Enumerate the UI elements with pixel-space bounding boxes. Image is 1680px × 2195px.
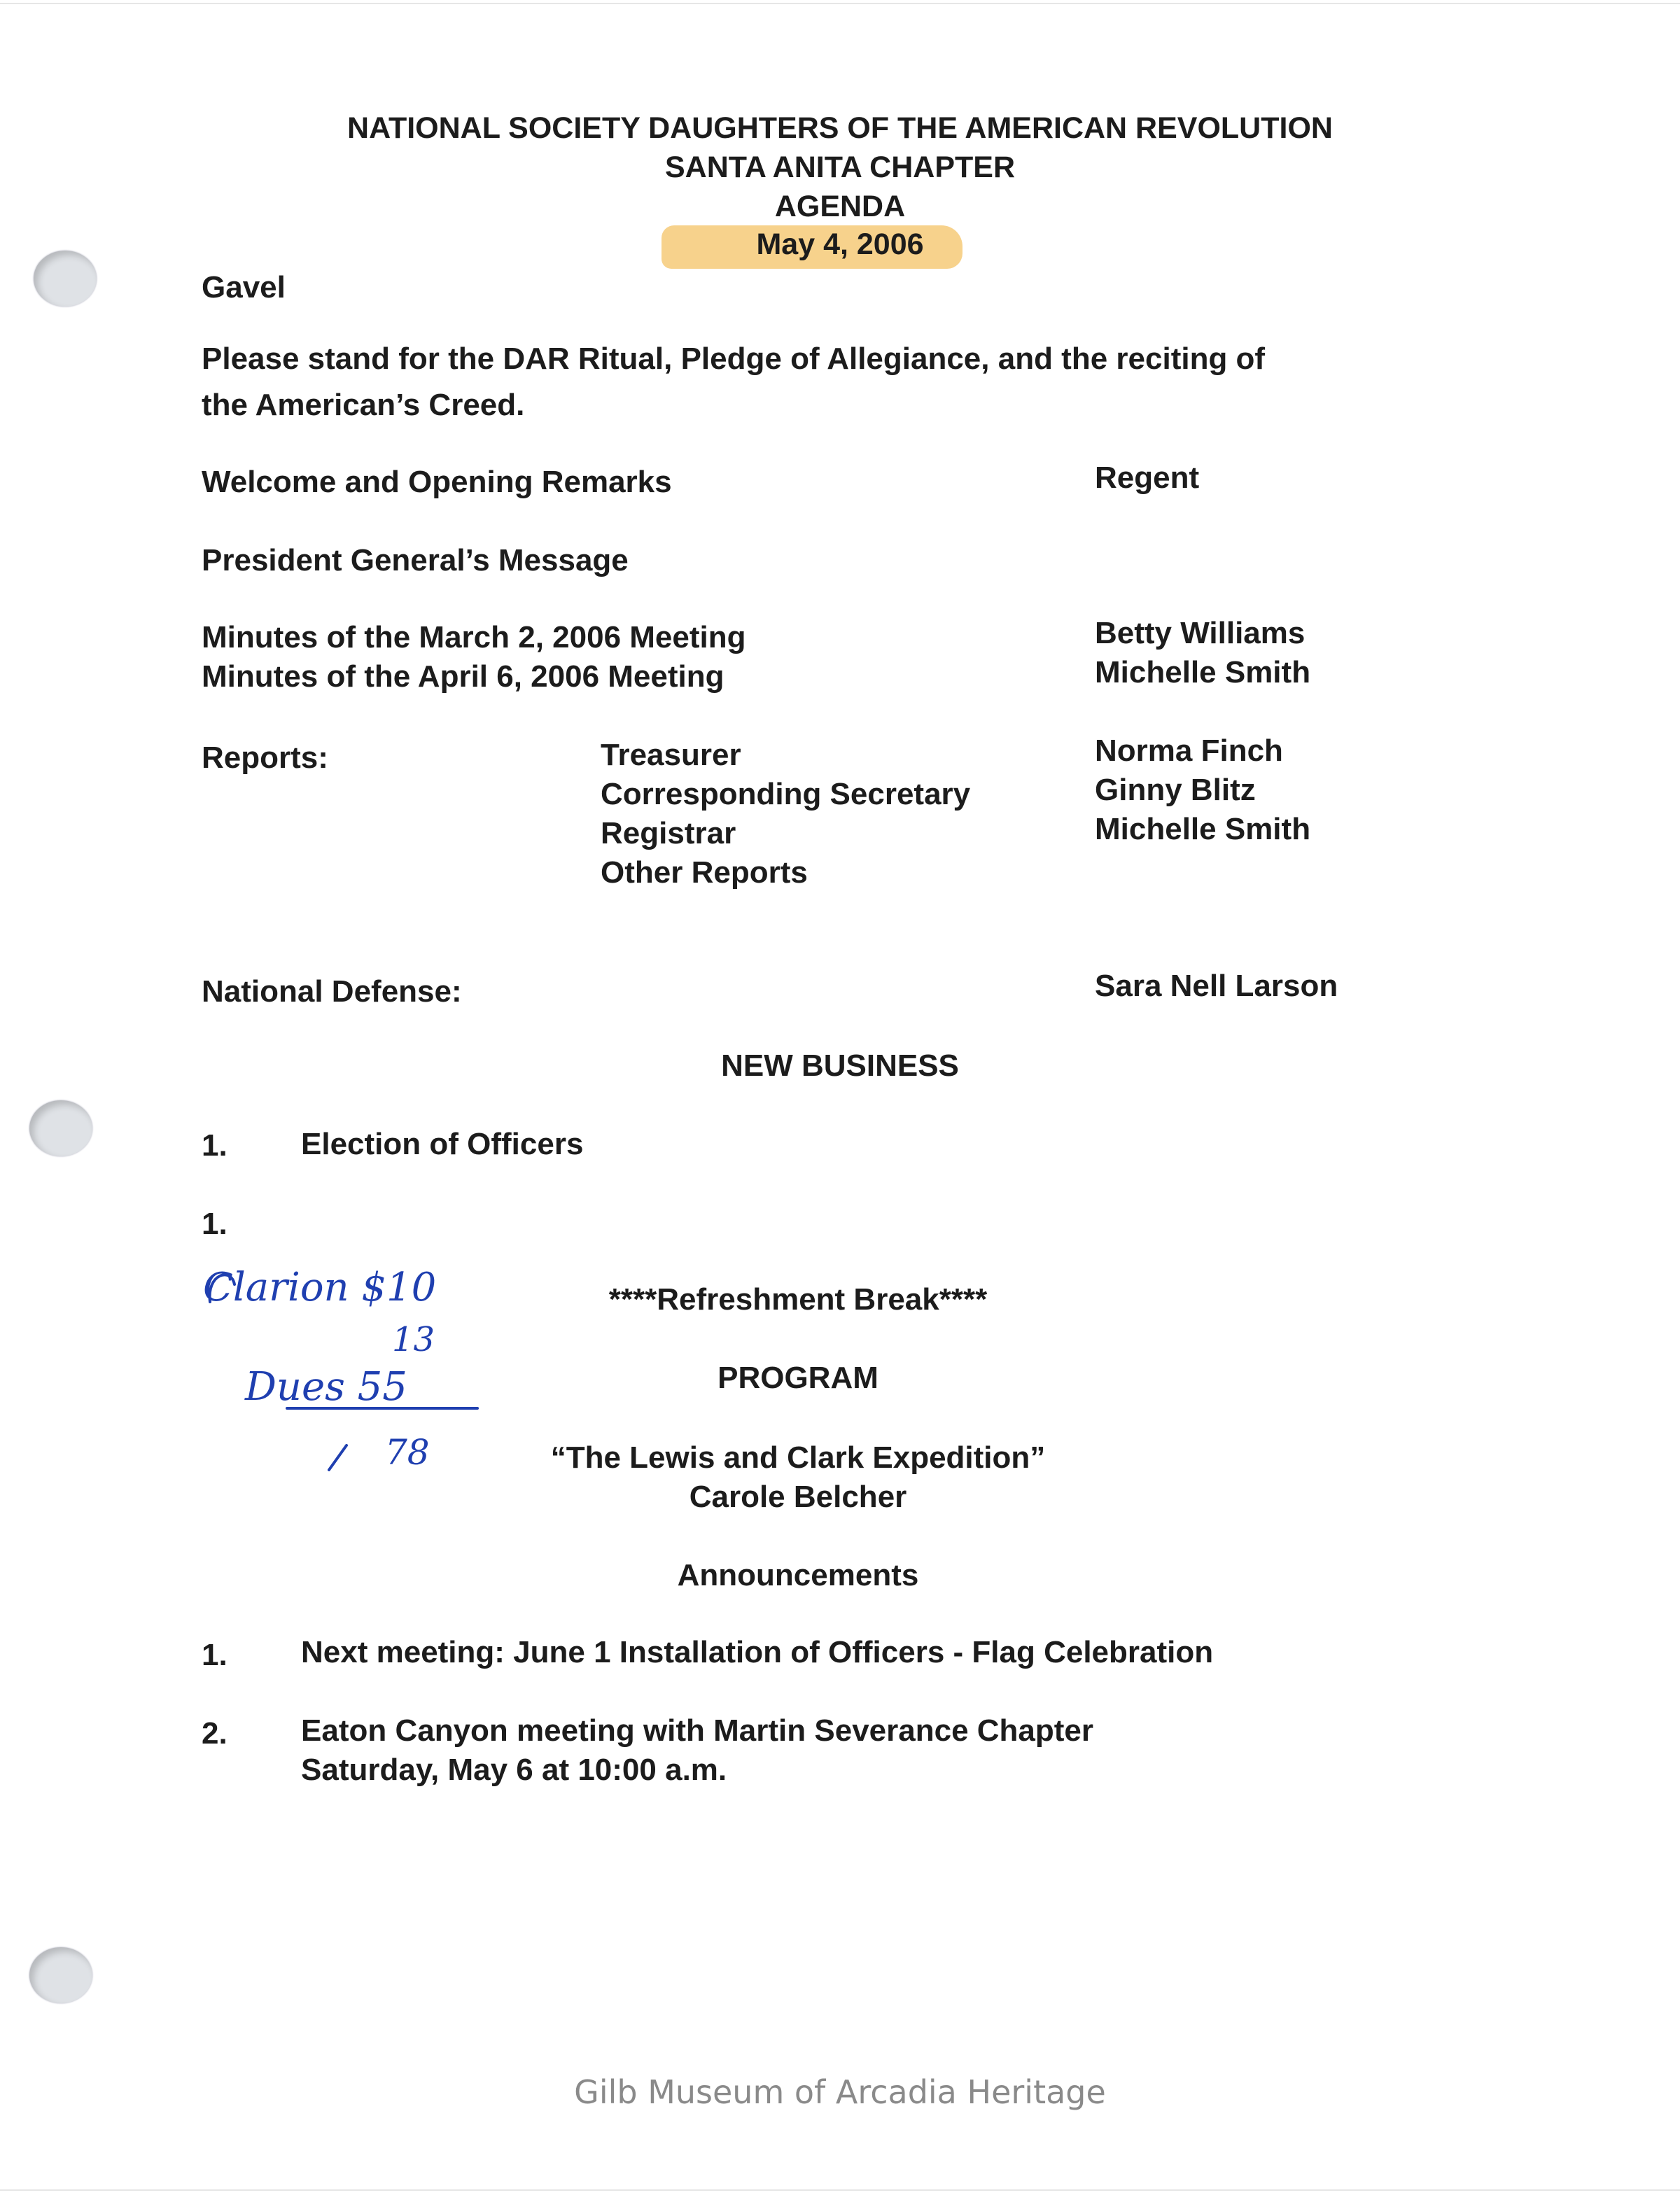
report-registrar-person: Michelle Smith [1095, 812, 1311, 846]
welcome-person: Regent [1095, 461, 1200, 495]
agenda-title: AGENDA [774, 190, 906, 223]
minutes-april-person: Michelle Smith [1095, 655, 1311, 689]
announcement-next-meeting: Next meeting: June 1 Installation of Officers - Flag Celebration [301, 1635, 1214, 1669]
new-business-number-2: 1. [202, 1207, 227, 1241]
reports-label: Reports: [202, 741, 328, 775]
handwritten-line4: 78 [385, 1432, 430, 1473]
handwritten-line2: 13 [392, 1320, 435, 1359]
announcement-number-1: 1. [202, 1638, 227, 1672]
chapter-title: SANTA ANITA CHAPTER [664, 150, 1016, 184]
punch-hole-bottom [29, 1947, 92, 2003]
org-title: NATIONAL SOCIETY DAUGHTERS OF THE AMERICAN REVOLUTION [347, 111, 1333, 145]
scan-edge-bottom [0, 2189, 1680, 2191]
president-message: President General’s Message [202, 543, 629, 577]
punch-hole-middle [29, 1100, 92, 1156]
new-business-number-1: 1. [202, 1128, 227, 1163]
announcement-eaton-canyon: Eaton Canyon meeting with Martin Severance Chapter [301, 1713, 1094, 1748]
handwritten-line1: Clarion $10 [203, 1265, 437, 1310]
report-corresponding-secretary: Corresponding Secretary [601, 777, 971, 811]
program-title: “The Lewis and Clark Expedition” [550, 1440, 1046, 1475]
museum-credit: Gilb Museum of Arcadia Heritage [574, 2073, 1106, 2111]
announcement-number-2: 2. [202, 1716, 227, 1751]
report-treasurer-person: Norma Finch [1095, 734, 1283, 768]
announcement-eaton-canyon-date: Saturday, May 6 at 10:00 a.m. [301, 1753, 727, 1787]
welcome-item: Welcome and Opening Remarks [202, 465, 672, 499]
handwritten-line3: Dues 55 [245, 1364, 407, 1410]
report-corresponding-secretary-person: Ginny Blitz [1095, 773, 1256, 807]
report-other: Other Reports [601, 855, 808, 890]
program-heading: PROGRAM [718, 1361, 878, 1395]
announcements-heading: Announcements [677, 1558, 919, 1592]
gavel: Gavel [202, 270, 286, 304]
minutes-march: Minutes of the March 2, 2006 Meeting [202, 620, 746, 654]
new-business-heading: NEW BUSINESS [721, 1049, 959, 1083]
new-business-election: Election of Officers [301, 1127, 584, 1161]
report-registrar: Registrar [601, 816, 736, 850]
minutes-april: Minutes of the April 6, 2006 Meeting [202, 659, 724, 694]
national-defense: National Defense: [202, 974, 462, 1009]
stand-instruction-line1: Please stand for the DAR Ritual, Pledge of Allegiance, and the reciting of [202, 342, 1266, 376]
meeting-date: May 4, 2006 [756, 227, 924, 261]
scan-edge-top [0, 3, 1680, 4]
national-defense-person: Sara Nell Larson [1095, 969, 1338, 1003]
program-speaker: Carole Belcher [689, 1480, 907, 1514]
stand-instruction-line2: the American’s Creed. [202, 388, 525, 422]
refreshment-break: ****Refreshment Break**** [608, 1282, 988, 1317]
minutes-march-person: Betty Williams [1095, 616, 1306, 650]
report-treasurer: Treasurer [601, 738, 741, 772]
